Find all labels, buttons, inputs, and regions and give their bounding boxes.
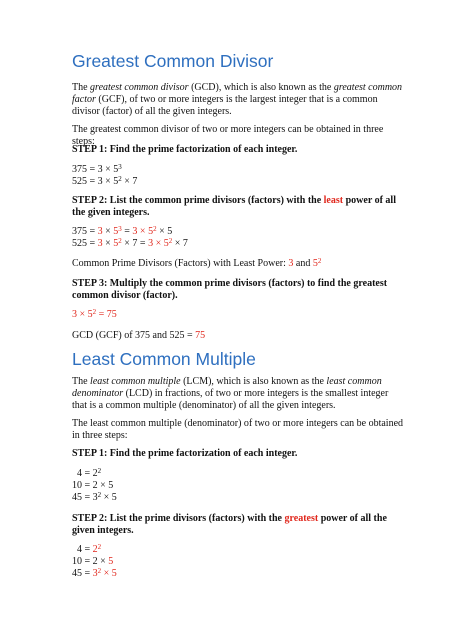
lcm-list-10 xyxy=(72,556,404,568)
lcm-list1-b: 2 xyxy=(92,544,98,555)
gcd-list-525 xyxy=(72,238,404,250)
gcd-fact2-tail: × 7 xyxy=(121,176,138,187)
lcm-heading: Least Common Multiple xyxy=(72,349,256,369)
lcm-factorization-45 xyxy=(72,492,404,504)
gcd-common-mid: and xyxy=(293,258,313,269)
gcd-common-b-exp: 2 xyxy=(317,256,322,265)
gcd-step2-heading xyxy=(72,195,404,219)
gcd-calculation xyxy=(72,309,404,321)
lcm-step1-heading: STEP 1: Find the prime factorization of each integer. xyxy=(72,448,298,459)
gcd-fact2-exp: 2 xyxy=(118,174,122,183)
gcd-result-pre: GCD (GCF) of 375 and 525 = xyxy=(72,330,196,341)
gcd-list1-d: 5 xyxy=(113,226,119,237)
gcd-list2-d: 5 xyxy=(113,238,119,249)
gcd-summary: The greatest common divisor of two or more integers can be obtained in three steps: xyxy=(72,124,384,148)
gcd-intro-text-2: (GCD), which is also known as the xyxy=(188,82,334,93)
gcd-common-pre: Common Prime Divisors (Factors) with Least Power: xyxy=(72,258,289,269)
gcd-heading: Greatest Common Divisor xyxy=(72,51,274,71)
lcm-list-4 xyxy=(72,544,404,556)
gcd-step1-heading: STEP 1: Find the prime factorization of each integer. xyxy=(72,144,298,155)
gcd-list1-b: 3 xyxy=(97,226,103,237)
gcd-list2-h: × xyxy=(153,238,164,249)
lcm-summary: The least common multiple (denominator) of two or more integers can be obtained in three steps: xyxy=(72,418,404,442)
gcd-list2-a: 525 = xyxy=(72,238,98,249)
gcd-calc-exp: 2 xyxy=(92,307,97,316)
lcm-factorization-4 xyxy=(72,468,404,480)
gcd-list2-f: × 7 = xyxy=(121,238,149,249)
lcm-fact3-exp: 2 xyxy=(97,490,102,499)
lcm-list1-exp: 2 xyxy=(97,542,102,551)
gcd-list1-e: 3 xyxy=(118,224,122,233)
lcm-list1-a: 4 = xyxy=(72,544,93,555)
lcm-intro-paragraph xyxy=(72,376,404,413)
gcd-common-a: 3 xyxy=(288,258,294,269)
lcm-factorization-10 xyxy=(72,480,404,492)
gcd-factorization-525 xyxy=(72,176,404,188)
gcd-fact1-lhs: 375 = 3 × 5 xyxy=(72,164,119,175)
gcd-fact1-exp: 3 xyxy=(118,162,122,171)
gcd-list2-k: × 7 xyxy=(172,238,188,249)
lcm-intro-term-1: least common multiple xyxy=(90,376,181,387)
gcd-list1-c: × xyxy=(102,226,114,237)
gcd-result xyxy=(72,330,404,342)
gcd-list1-k: × 5 xyxy=(156,226,173,237)
lcm-list3-exp: 2 xyxy=(97,566,102,575)
lcm-intro-text-1: The xyxy=(72,376,91,387)
lcm-fact3-lhs: 45 = 3 xyxy=(72,492,98,503)
gcd-intro-term-2: greatest common factor xyxy=(72,82,403,106)
gcd-list1-h: × xyxy=(137,226,149,237)
gcd-list1-g: 3 xyxy=(132,226,138,237)
gcd-step2-pre: STEP 2: List the common prime divisors (factors) with the xyxy=(72,195,324,206)
gcd-fact2-lhs: 525 = 3 × 5 xyxy=(72,176,119,187)
gcd-list2-c: × xyxy=(102,238,114,249)
gcd-step3-heading: STEP 3: Multiply the common prime divisors (factors) to find the greatest common divisor (factor). xyxy=(72,278,388,302)
gcd-list1-f: = xyxy=(121,226,133,237)
gcd-list2-j: 2 xyxy=(168,236,173,245)
gcd-common-factors xyxy=(72,258,404,270)
lcm-fact1-lhs: 4 = 2 xyxy=(72,468,98,479)
gcd-common-b: 5 xyxy=(312,258,318,269)
gcd-list1-i: 5 xyxy=(148,226,154,237)
gcd-calc-b: = 75 xyxy=(96,309,117,320)
gcd-intro-text-3: (GCF), of two or more integers is the largest integer that is a common divisor (factor) of all the given integers. xyxy=(72,94,378,118)
gcd-calc-a: 3 × 5 xyxy=(72,309,93,320)
lcm-step2-pre: STEP 2: List the prime divisors (factors) with the xyxy=(72,513,285,524)
lcm-fact3-tail: × 5 xyxy=(101,492,117,503)
gcd-list1-j: 2 xyxy=(153,224,157,233)
lcm-list3-b: 3 xyxy=(92,568,98,579)
gcd-step2-highlight: least xyxy=(323,195,344,206)
lcm-intro-term-2: least common denominator xyxy=(72,376,382,400)
gcd-step2-post: power of all the given integers. xyxy=(72,195,396,219)
lcm-step2-post: power of all the given integers. xyxy=(72,513,387,537)
lcm-list3-d: 5 xyxy=(111,568,117,579)
lcm-list3-a: 45 = xyxy=(72,568,93,579)
gcd-result-value: 75 xyxy=(195,330,206,341)
lcm-list2-a: 10 = 2 × xyxy=(72,556,109,567)
gcd-list2-b: 3 xyxy=(97,238,103,249)
gcd-list2-g: 3 xyxy=(148,238,154,249)
lcm-fact2-lhs: 10 = 2 × 5 xyxy=(72,480,114,491)
gcd-list2-e: 2 xyxy=(118,236,122,245)
lcm-list2-b: 5 xyxy=(108,556,114,567)
lcm-list-45 xyxy=(72,568,404,580)
gcd-intro-term-1: greatest common divisor xyxy=(90,82,189,93)
lcm-step2-highlight: greatest xyxy=(284,513,319,524)
gcd-list1-a: 375 = xyxy=(72,226,98,237)
lcm-step2-heading xyxy=(72,513,404,537)
gcd-list2-i: 5 xyxy=(163,238,169,249)
lcm-list3-c: × xyxy=(101,568,112,579)
lcm-fact1-exp: 2 xyxy=(97,466,102,475)
lcm-intro-text-3: (LCD) in fractions, of two or more integers is the smallest integer that is a common multiple (denominator) of all the given integers. xyxy=(72,388,389,412)
lcm-intro-text-2: (LCM), which is also known as the xyxy=(180,376,327,387)
gcd-intro-paragraph xyxy=(72,82,404,119)
gcd-intro-text-1: The xyxy=(72,82,91,93)
